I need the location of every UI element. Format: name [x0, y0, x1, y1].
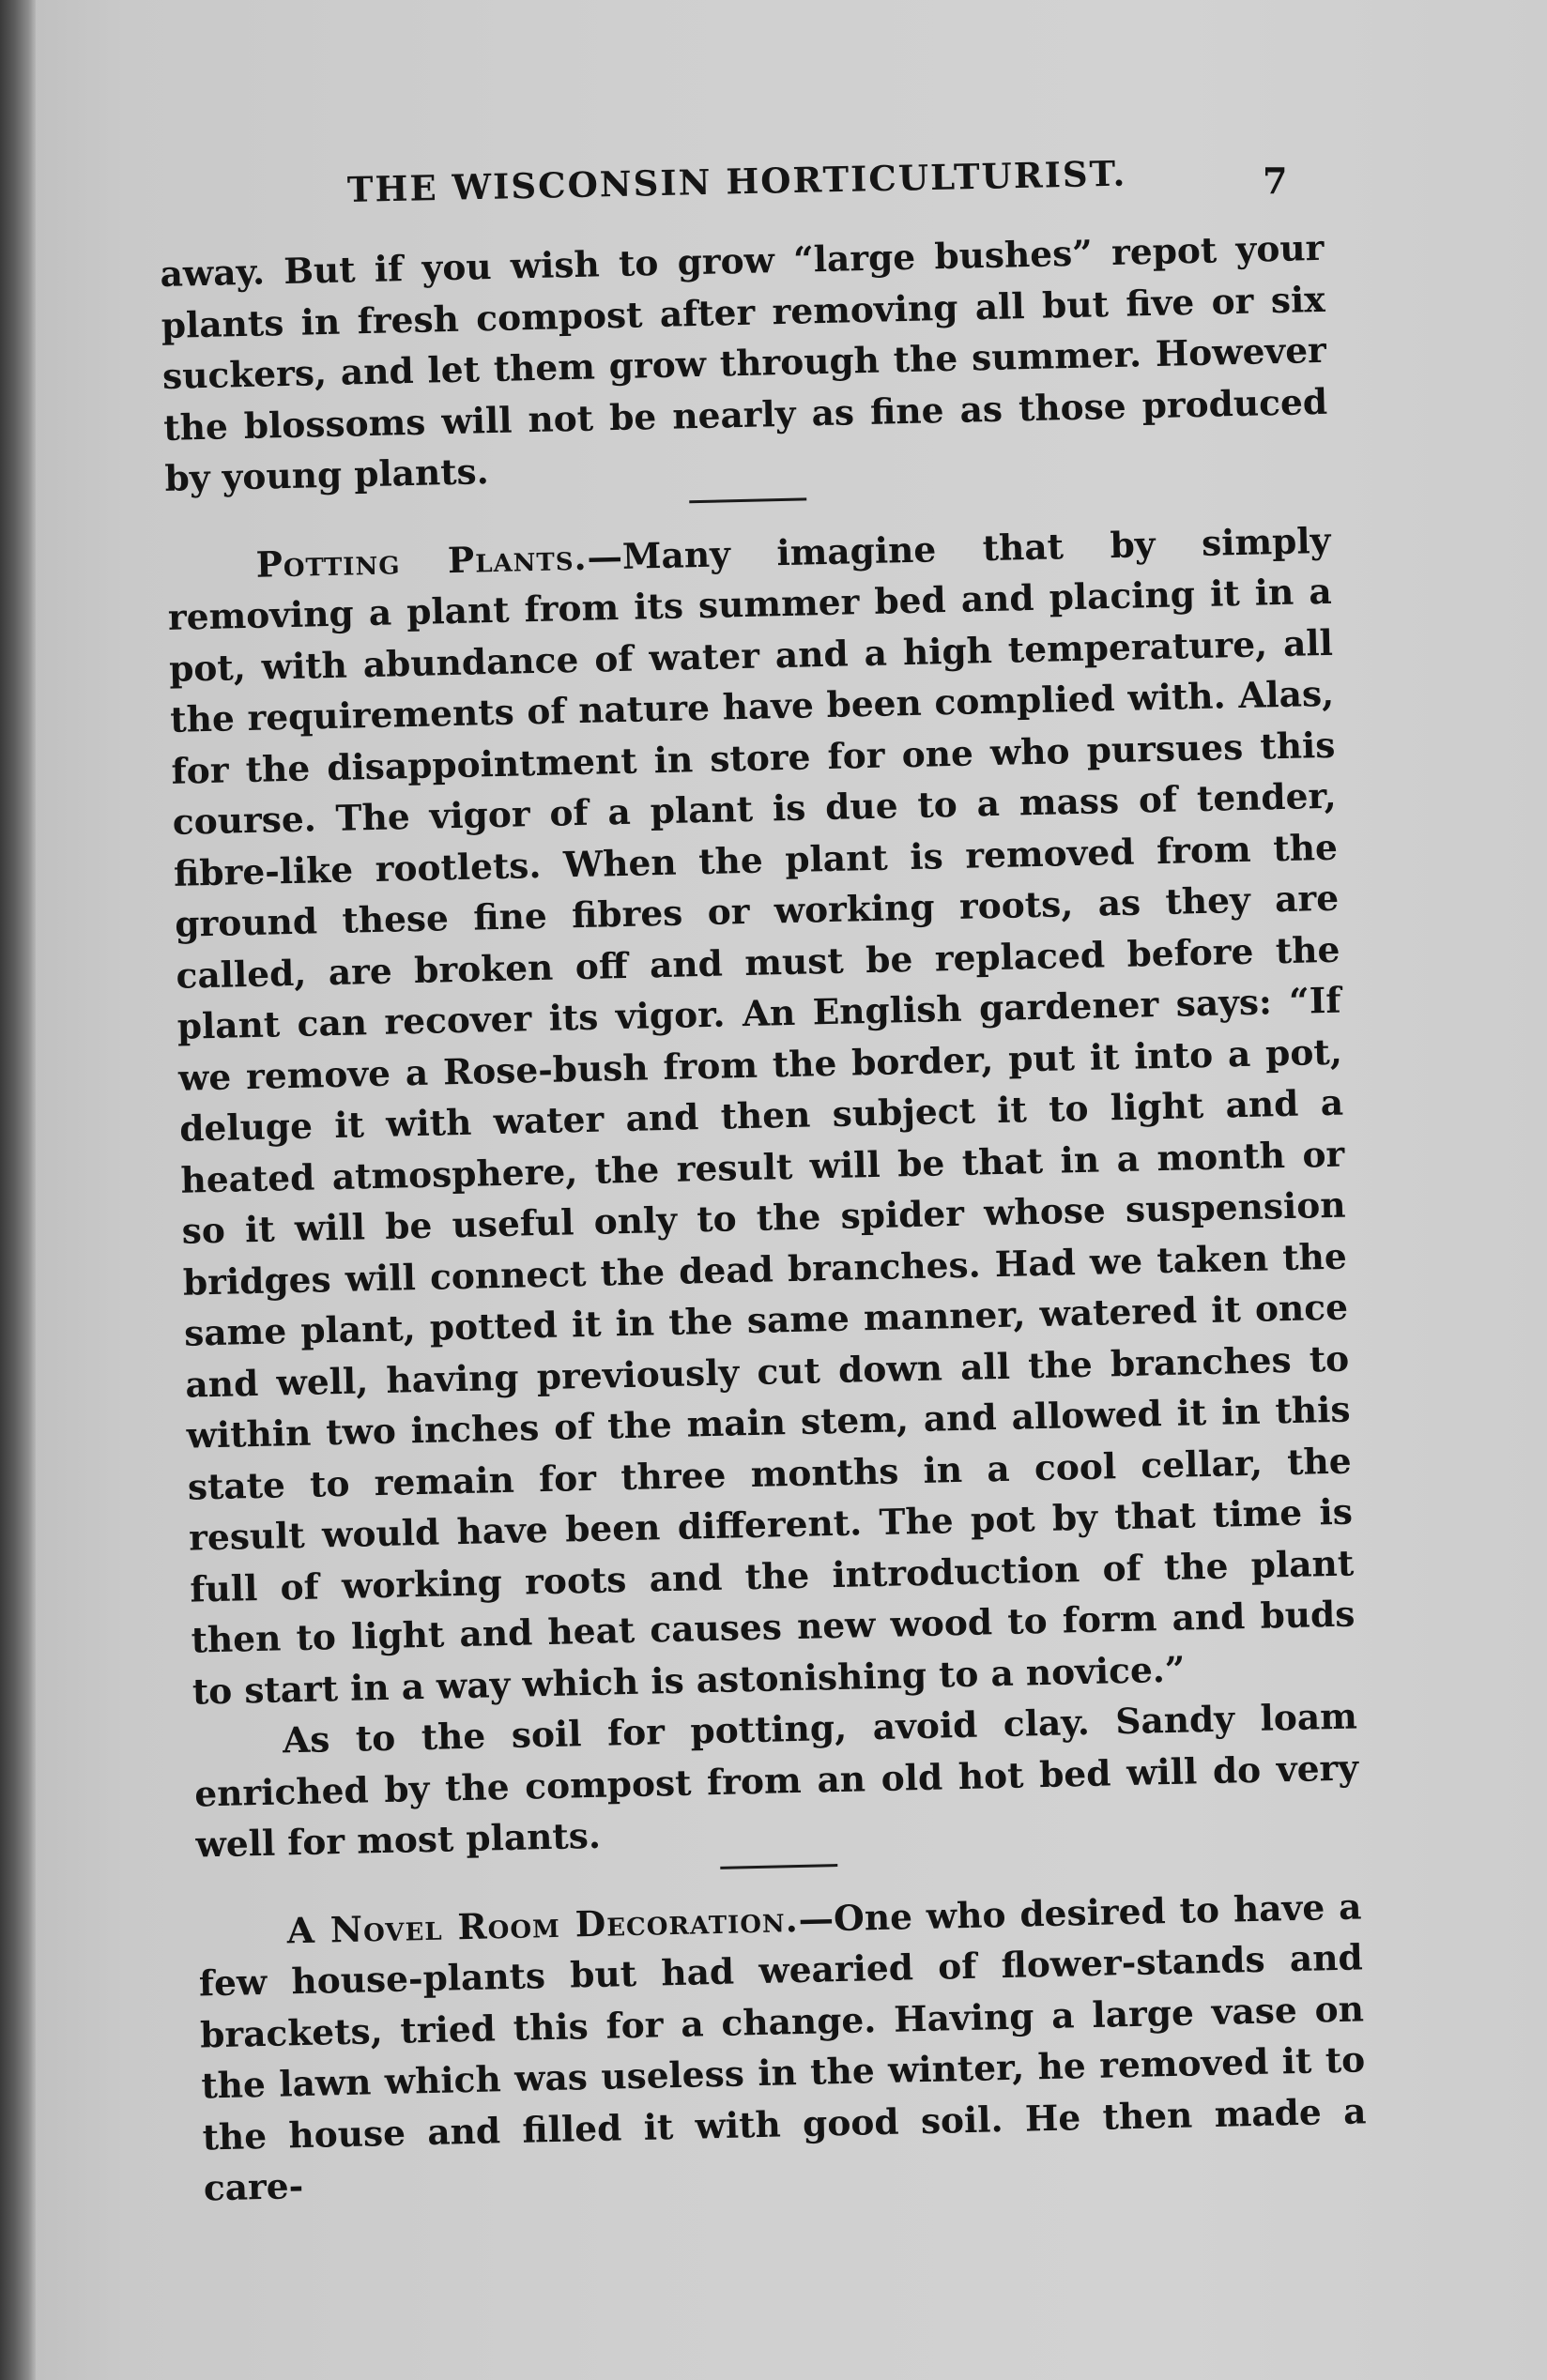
section-divider: [689, 497, 806, 503]
section-heading-novel-room-decoration: A Novel Room Decoration.: [286, 1898, 800, 1951]
running-title: THE WISCONSIN HORTICULTURIST.: [346, 152, 1127, 210]
section-heading-potting-plants: Potting Plants.: [255, 536, 589, 586]
paragraph-potting-plants: [166, 514, 1356, 1716]
page-binding-edge: [0, 0, 36, 2380]
novel-room-decoration-text: —One who desired to have a few house-plants but had wearied of flower-stands and brackets, tried this for a change. Having a large vase on the lawn which was useless in the winter, he removed it to the house and filled it with good soil. He then made a care-: [198, 1884, 1367, 2209]
page-body: [160, 222, 1368, 2214]
paragraph-intro: away. But if you wish to grow “large bushes” repot your plants in fresh compost after removing all but five or six suckers, and let them grow through the summer. However the blossoms will not be nearly as fine as those produced by young plants.: [160, 226, 1328, 499]
page-number: 7: [1263, 160, 1288, 202]
paragraph-soil: As to the soil for potting, avoid clay. Sandy loam enriched by the compost from an old hot bed will do very well for most plants.: [193, 1695, 1359, 1866]
paragraph-novel-room-decoration: [197, 1881, 1368, 2214]
potting-plants-text: —Many imagine that by simply removing a plant from its summer bed and placing it in a pot, with abundance of water and a high temperature, all the requirements of nature have been complied with. Alas, for the disappointment in store for one who pursues this course. The vigor of a plant is due to a mass of tender, fibre-like rootlets. When the plant is removed from the ground these fine fibres or working roots, as they are called, are broken off and must be replaced before the plant can recover its vigor. An English gardener says: “If we remove a Rose-bush from the border, put it into a pot, deluge it with water and then subject it to light and a heated atmosphere, the result will be that in a month or so it will be useful only to the spider whose suspension bridges will connect the dead branches. Had we taken the same plant, potted it in the same manner, watered it once and well, having previously cut down all the branches to within two inches of the main stem, and allowed it in this state to remain for three months in a cool cellar, the result would have been different. The pot by that time is full of working roots and the introduction of the plant then to light and heat causes new wood to form and buds to start in a way which is astonishing to a novice.”: [167, 519, 1356, 1713]
page-header: [346, 152, 1288, 225]
section-divider: [720, 1864, 837, 1869]
